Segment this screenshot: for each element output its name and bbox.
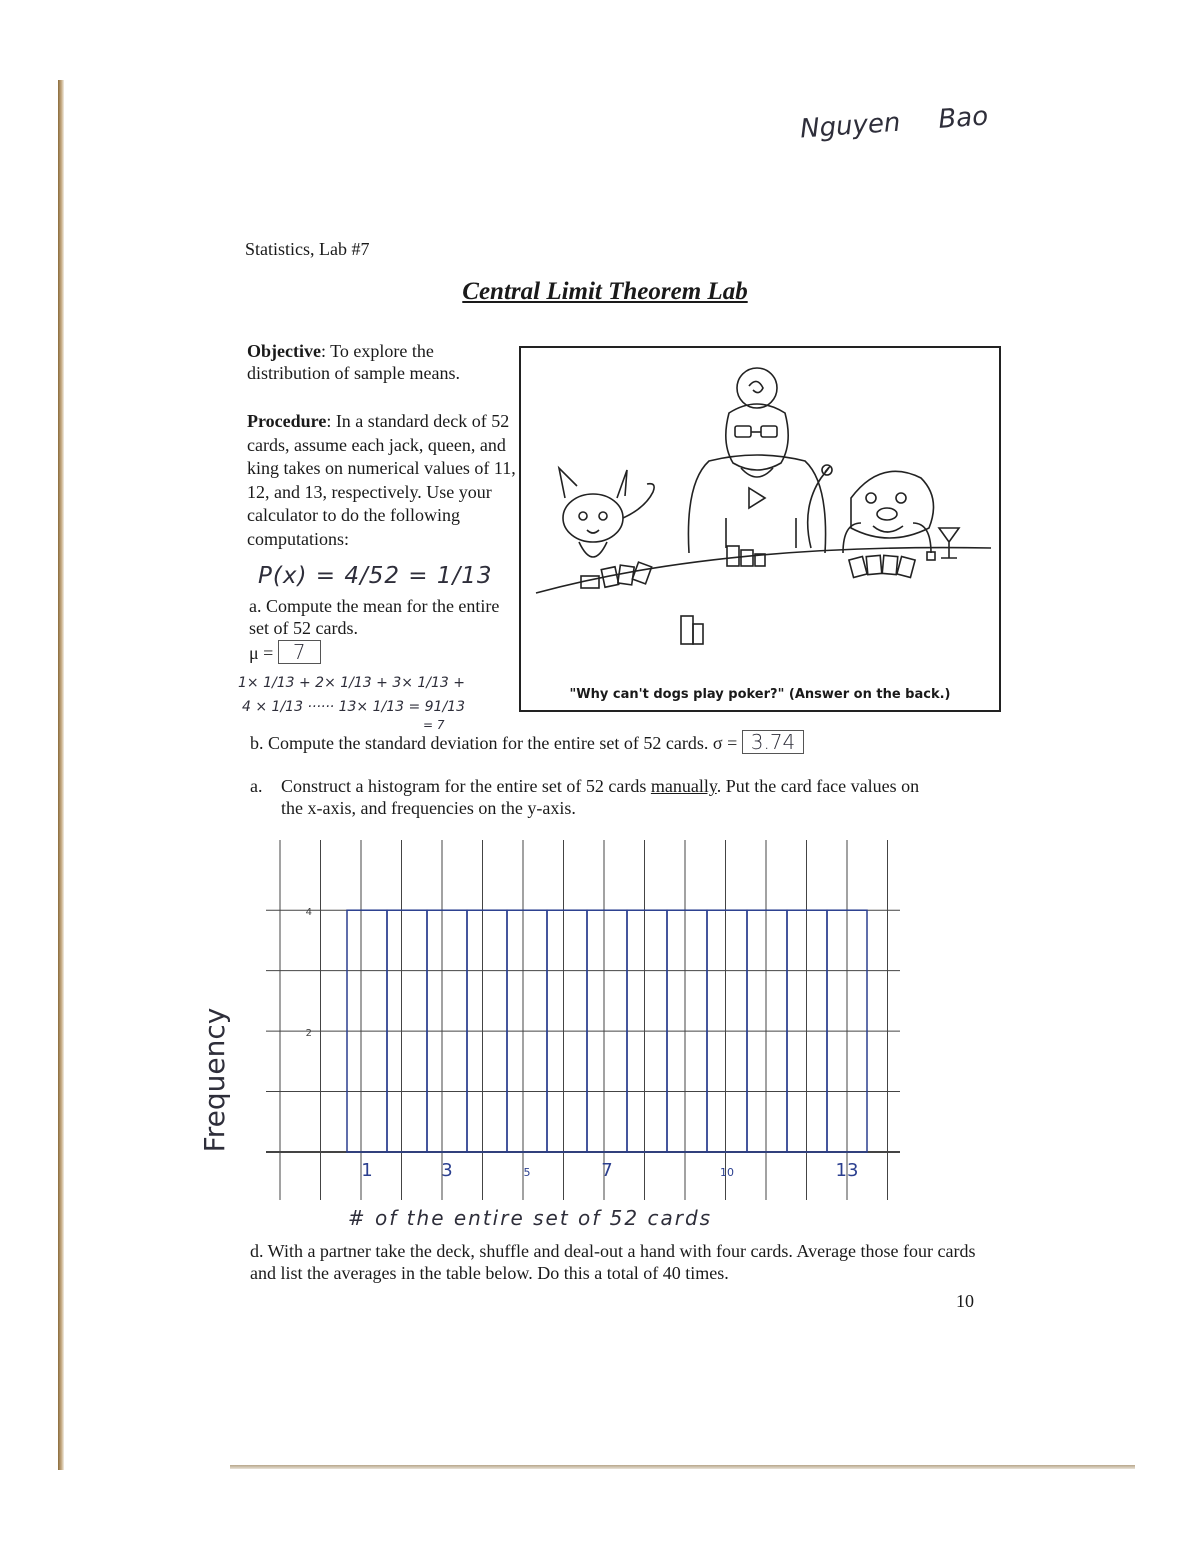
histogram-chart xyxy=(180,830,920,1230)
histogram-x-label: # of the entire set of 52 cards xyxy=(347,1206,713,1230)
cartoon-caption: "Why can't dogs play poker?" (Answer on the back.) xyxy=(569,687,951,702)
procedure-block xyxy=(247,410,519,551)
part-c-text-after: . Put the card face values on the x-axis, and frequencies on the y-axis. xyxy=(281,776,920,818)
cartoon-illustration xyxy=(521,348,999,678)
objective-text: : To explore the distribution of sample means. xyxy=(247,341,460,383)
x-tick-label: 7 xyxy=(601,1160,613,1181)
page-number: 10 xyxy=(956,1291,974,1311)
part-c-underlined: manually xyxy=(650,776,717,796)
part-c-instructions xyxy=(281,775,921,819)
page-title: Central Limit Theorem Lab xyxy=(462,278,748,305)
part-c-marker: a. xyxy=(250,776,263,796)
objective-label: Objective xyxy=(247,341,321,361)
part-a-mean-text: a. Compute the mean for the entire set of 52 cards. xyxy=(249,596,500,638)
course-header: Statistics, Lab #7 xyxy=(245,239,370,259)
mean-work-line-1: 1× 1/13 + 2× 1/13 + 3× 1/13 + xyxy=(238,675,466,691)
y-tick-label: 4 xyxy=(305,907,312,919)
part-b-row xyxy=(250,730,900,754)
x-tick-label: 3 xyxy=(441,1160,453,1181)
mu-label: μ = xyxy=(249,643,274,663)
mean-work-line-2: 4 × 1/13 ······ 13× 1/13 = 91/13 xyxy=(242,699,465,715)
mean-answer-box: 7 xyxy=(278,640,321,664)
histogram-y-label: Frequency xyxy=(198,1007,231,1153)
mu-row xyxy=(249,640,321,664)
part-b-text: b. Compute the standard deviation for the entire set of 52 cards. xyxy=(250,733,709,753)
paper-bottom-edge xyxy=(230,1465,1135,1469)
histogram-grid xyxy=(266,840,900,1200)
histogram-y-ticks xyxy=(306,907,312,1039)
poker-dogs-cartoon xyxy=(519,346,1001,712)
x-tick-label: 5 xyxy=(523,1166,531,1179)
student-name: Nguyen Bao xyxy=(799,101,990,145)
mean-work-result: = 7 xyxy=(423,718,445,732)
x-tick-label: 1 xyxy=(361,1160,373,1181)
x-tick-label: 13 xyxy=(835,1160,859,1181)
part-d-text: d. With a partner take the deck, shuffle and deal-out a hand with four cards. Average those four cards and list the averages in the table below. Do this a total of 40 times. xyxy=(250,1241,976,1283)
procedure-label: Procedure xyxy=(247,411,327,431)
probability-note: P(x) = 4/52 = 1/13 xyxy=(258,563,493,589)
std-dev-answer-box: 3.74 xyxy=(742,730,805,754)
procedure-text: : In a standard deck of 52 cards, assume each jack, queen, and king takes on numerical values of 11, 12, and 13, respectively. Use your calculator to do the following computations: xyxy=(247,411,516,549)
sigma-label: σ = xyxy=(712,733,738,753)
histogram-x-labels xyxy=(361,1160,858,1181)
x-tick-label: 10 xyxy=(720,1166,734,1179)
part-c-text-before: Construct a histogram for the entire set of 52 cards xyxy=(281,776,651,796)
y-tick-label: 2 xyxy=(305,1028,312,1040)
objective-block xyxy=(247,340,517,384)
